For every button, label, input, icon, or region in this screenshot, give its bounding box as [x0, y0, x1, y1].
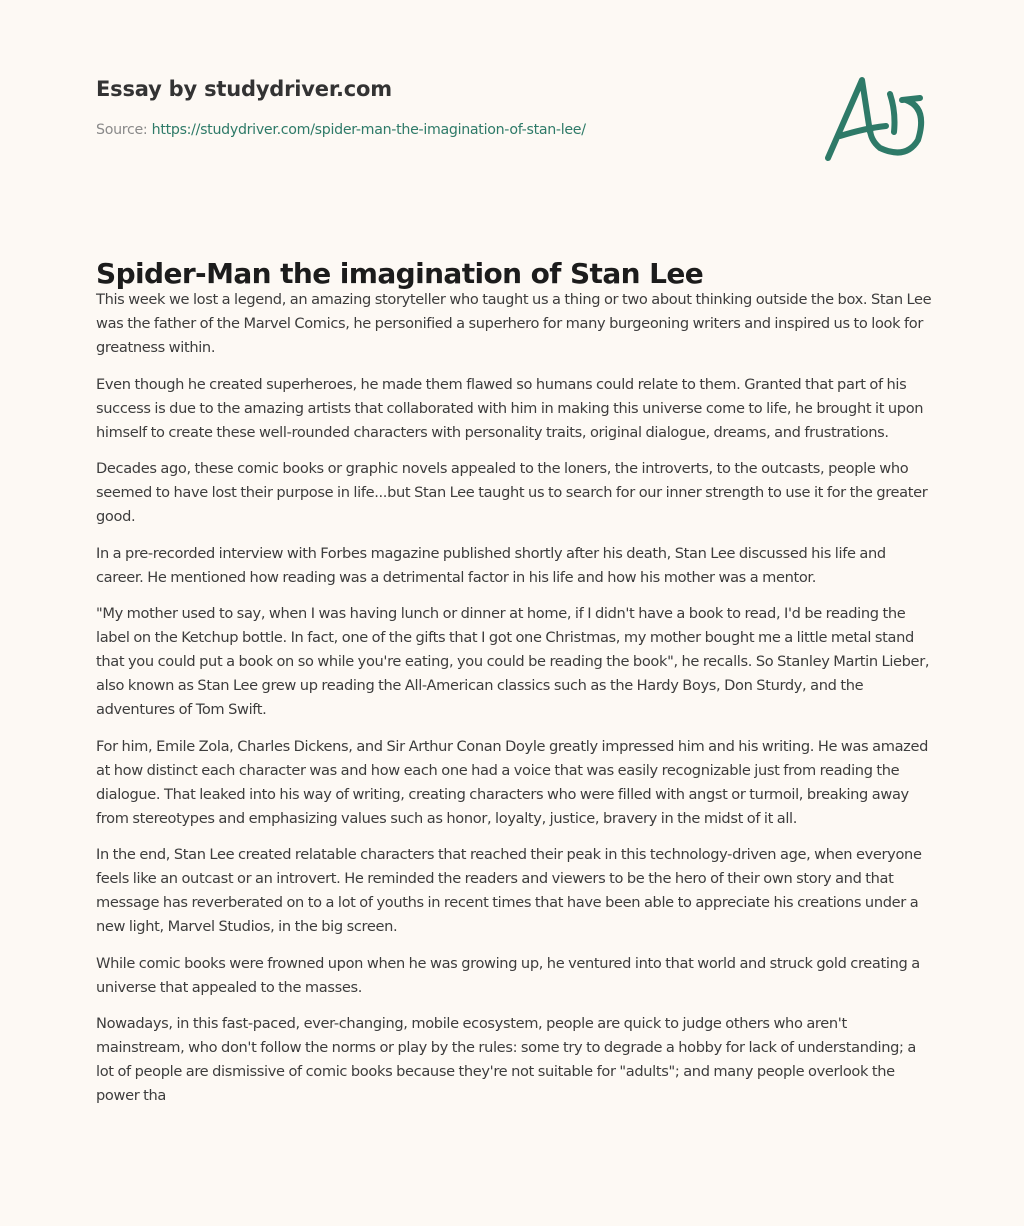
- article-body: [96, 288, 934, 1121]
- paragraph: This week we lost a legend, an amazing storyteller who taught us a thing or two about thinking outside the box. Stan Lee was the father of the Marvel Comics, he personified a superhero for many burgeoning writers and inspired us to look for greatness within.: [96, 291, 932, 356]
- page-header: [96, 74, 796, 140]
- source-label: Source:: [96, 122, 148, 138]
- paragraph: Even though he created superheroes, he made them flawed so humans could relate to them. Granted that part of his success is due to the amazing artists that collaborated with him in making this universe come to life, he brought it upon himself to create these well-rounded characters with personality traits, original dialogue, dreams, and frustrations.: [96, 375, 924, 441]
- article-title: Spider-Man the imagination of Stan Lee: [96, 257, 704, 290]
- a-plus-grade-icon: [818, 62, 938, 172]
- source-link[interactable]: https://studydriver.com/spider-man-the-imagination-of-stan-lee/: [151, 122, 586, 138]
- paragraph: In the end, Stan Lee created relatable characters that reached their peak in this technology-driven age, when everyone feels like an outcast or an introvert. He reminded the readers and viewers to be the hero of their own story and that message has reverberated on to a lot of youths in recent times that have been able to appreciate his creations under a new light, Marvel Studios, in the big screen.: [96, 846, 922, 935]
- paragraph: In a pre-recorded interview with Forbes magazine published shortly after his death, Stan Lee discussed his life and career. He mentioned how reading was a detrimental factor in his life and how his mother was a mentor.: [96, 544, 886, 586]
- paragraph: For him, Emile Zola, Charles Dickens, and Sir Arthur Conan Doyle greatly impressed him and his writing. He was amazed at how distinct each character was and how each one had a voice that was easily recognizable just from reading the dialogue. That leaked into his way of writing, creating characters who were filled with angst or turmoil, breaking away from stereotypes and emphasizing values such as honor, loyalty, justice, bravery in the midst of it all.: [96, 737, 929, 827]
- source-line: [96, 120, 796, 140]
- paragraph: While comic books were frowned upon when he was growing up, he ventured into that world and struck gold creating a universe that appealed to the masses.: [96, 954, 920, 996]
- paragraph: "My mother used to say, when I was having lunch or dinner at home, if I didn't have a book to read, I'd be reading the label on the Ketchup bottle. In fact, one of the gifts that I got one Christmas, my mother bought me a little metal stand that you could put a book on so while you're eating, you could be reading the book", he recalls. So Stanley Martin Lieber, also known as Stan Lee grew up reading the All-American classics such as the Hardy Boys, Don Sturdy, and the adventures of Tom Swift.: [96, 605, 930, 718]
- paragraph: Decades ago, these comic books or graphic novels appealed to the loners, the introverts, to the outcasts, people who seemed to have lost their purpose in life...but Stan Lee taught us to search for our inner strength to use it for the greater good.: [96, 460, 928, 525]
- paragraph: Nowadays, in this fast-paced, ever-changing, mobile ecosystem, people are quick to judge others who aren't mainstream, who don't follow the norms or play by the rules: some try to degrade a hobby for lack of understanding; a lot of people are dismissive of comic books because they're not suitable for "adults"; and many people overlook the power tha: [96, 1015, 916, 1104]
- site-brand: Essay by studydriver.com: [96, 77, 392, 101]
